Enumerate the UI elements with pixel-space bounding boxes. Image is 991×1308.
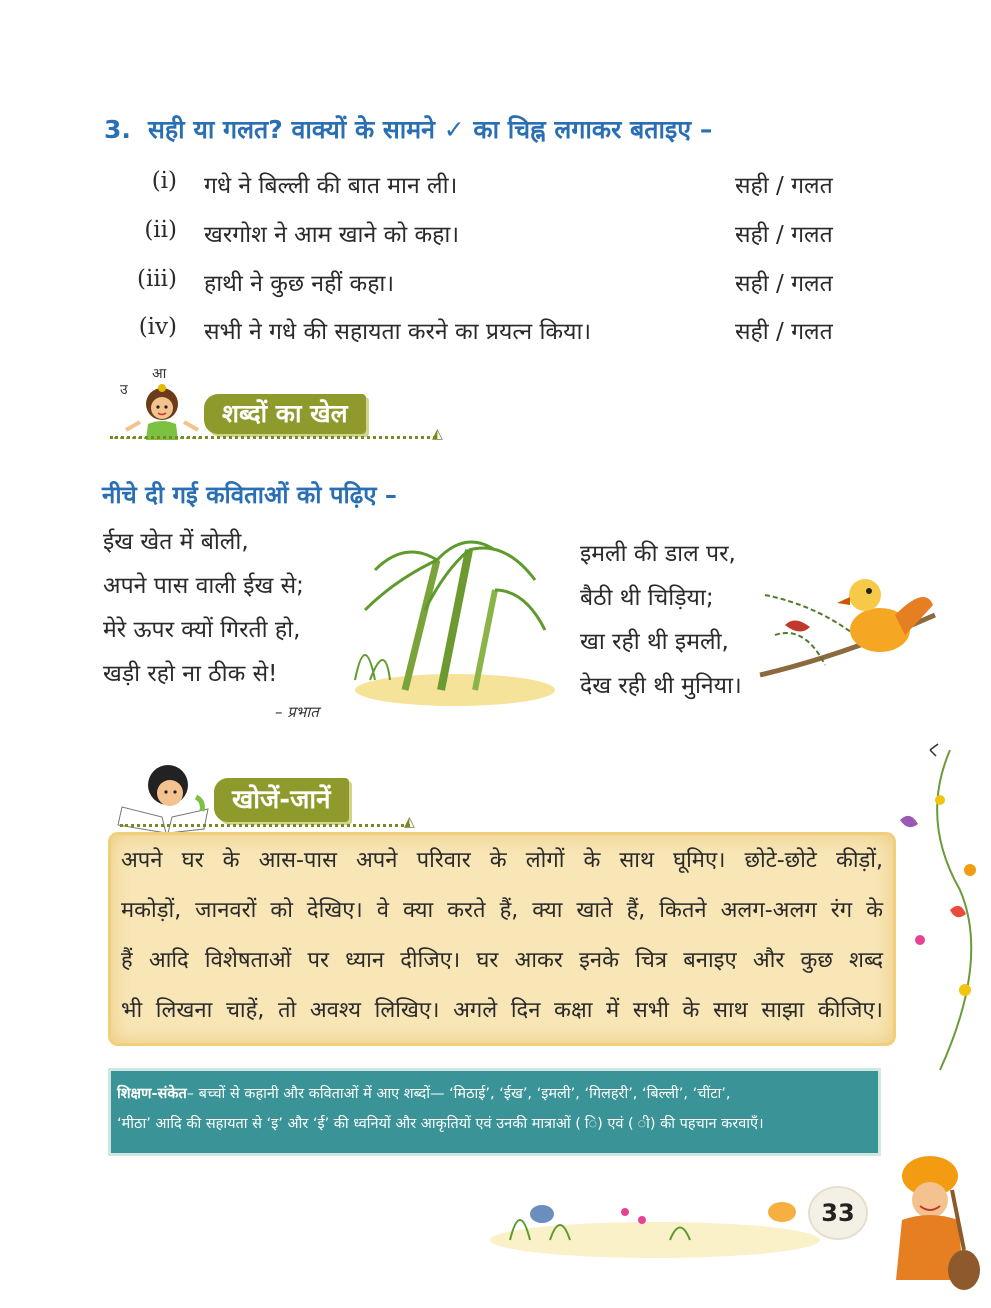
letter-u-glyph: उ: [120, 382, 128, 398]
row-statement: हाथी ने कुछ नहीं कहा।: [204, 271, 395, 297]
sugarcane-illustration: [345, 530, 555, 708]
teaching-note-label: शिक्षण-संकेत: [117, 1086, 187, 1102]
true-false-row: [0, 168, 991, 208]
bird-on-branch-illustration: [755, 555, 940, 695]
poem-line: मेरे ऊपर क्यों गिरती हो,: [103, 617, 301, 643]
true-false-choice[interactable]: सही / गलत: [735, 173, 833, 199]
banner-underline: [110, 436, 436, 442]
teaching-note-line: – बच्चों से कहानी और कविताओं में आए शब्दों— ‘मिठाई’, ‘ईख’, ‘इमली’, ‘गिलहरी’, ‘बिल्ली’, ‘चींटा’,: [186, 1086, 731, 1102]
word-game-title: शब्दों का खेल: [222, 399, 348, 428]
word-game-banner: [204, 394, 366, 434]
row-numeral: (iv): [138, 314, 177, 340]
page-number: 33: [808, 1186, 868, 1240]
letter-aa-glyph: आ: [152, 366, 167, 382]
poem-author: – प्रभात: [275, 703, 319, 721]
boy-reading-icon: [112, 755, 212, 835]
flower-vine-decoration: [890, 740, 988, 1080]
poem-line: खड़ी रहो ना ठीक से!: [103, 661, 278, 687]
poem-line: खा रही थी इमली,: [580, 629, 729, 655]
banner-underline: [120, 824, 410, 830]
question-number: 3.: [104, 115, 131, 144]
girl-with-letters-icon: [106, 364, 202, 444]
teaching-note: [108, 1068, 881, 1156]
musician-boy-illustration: [872, 1150, 990, 1300]
activity-line: अपने घर के आस-पास अपने परिवार के लोगों के साथ घूमिए। छोटे-छोटे कीड़ों,: [121, 848, 883, 873]
bird-icon: [768, 1202, 796, 1222]
teaching-note-line: ‘मीठा’ आदि की सहायता से ‘इ’ और ‘ई’ की ध्वनियों और आकृतियों एवं उनकी मात्राओं ( ि) एवं ( ी) की पहचान करवाएँ।: [117, 1116, 764, 1132]
row-numeral: (iii): [136, 266, 177, 292]
explore-activity-box: [108, 832, 896, 1046]
true-false-choice[interactable]: सही / गलत: [735, 271, 833, 297]
true-false-row: [0, 314, 991, 354]
poem-tamarind: [580, 532, 742, 708]
butterfly-icon: [900, 816, 918, 827]
sitar-icon: [948, 1250, 980, 1290]
poem-sugarcane: [103, 520, 304, 696]
butterfly-icon: [950, 906, 966, 917]
pencil-tip-icon: ◭: [432, 426, 443, 442]
explore-banner: [214, 778, 349, 822]
instruction-heading: नीचे दी गई कविताओं को पढ़िए –: [102, 481, 397, 509]
pencil-tip-icon: ◭: [404, 814, 415, 830]
row-numeral: (i): [151, 168, 177, 194]
poem-line: ईख खेत में बोली,: [103, 529, 249, 555]
activity-line: भी लिखना चाहें, तो अवश्य लिखिए। अगले दिन कक्षा में सभी के साथ साझा कीजिए।: [121, 998, 883, 1023]
row-statement: सभी ने गधे की सहायता करने का प्रयत्न किया।: [204, 319, 592, 345]
poem-line: अपने पास वाली ईख से;: [103, 573, 304, 599]
bird-icon: [530, 1205, 554, 1223]
true-false-row: [0, 217, 991, 257]
row-numeral: (ii): [144, 217, 177, 243]
poem-line: बैठी थी चिड़िया;: [580, 585, 714, 611]
true-false-choice[interactable]: सही / गलत: [735, 222, 833, 248]
activity-line: मकोड़ों, जानवरों को देखिए। वे क्या करते हैं, क्या खाते हैं, कितने अलग-अलग रंग के: [121, 898, 883, 923]
activity-line: हैं आदि विशेषताओं पर ध्यान दीजिए। घर आकर इनके चित्र बनाइए और कुछ शब्द: [121, 948, 883, 973]
poem-line: देख रही थी मुनिया।: [580, 673, 742, 699]
true-false-choice[interactable]: सही / गलत: [735, 319, 833, 345]
row-statement: गधे ने बिल्ली की बात मान ली।: [204, 173, 458, 199]
garden-strip-illustration: [490, 1160, 820, 1260]
dragonfly-icon: [930, 744, 938, 756]
question-title: सही या गलत? वाक्यों के सामने ✓ का चिह्न लगाकर बताइए –: [148, 115, 713, 144]
row-statement: खरगोश ने आम खाने को कहा।: [204, 222, 460, 248]
poem-line: इमली की डाल पर,: [580, 541, 736, 567]
question-3-heading: [104, 112, 712, 146]
true-false-row: [0, 266, 991, 306]
explore-title: खोजें-जानें: [232, 785, 331, 815]
